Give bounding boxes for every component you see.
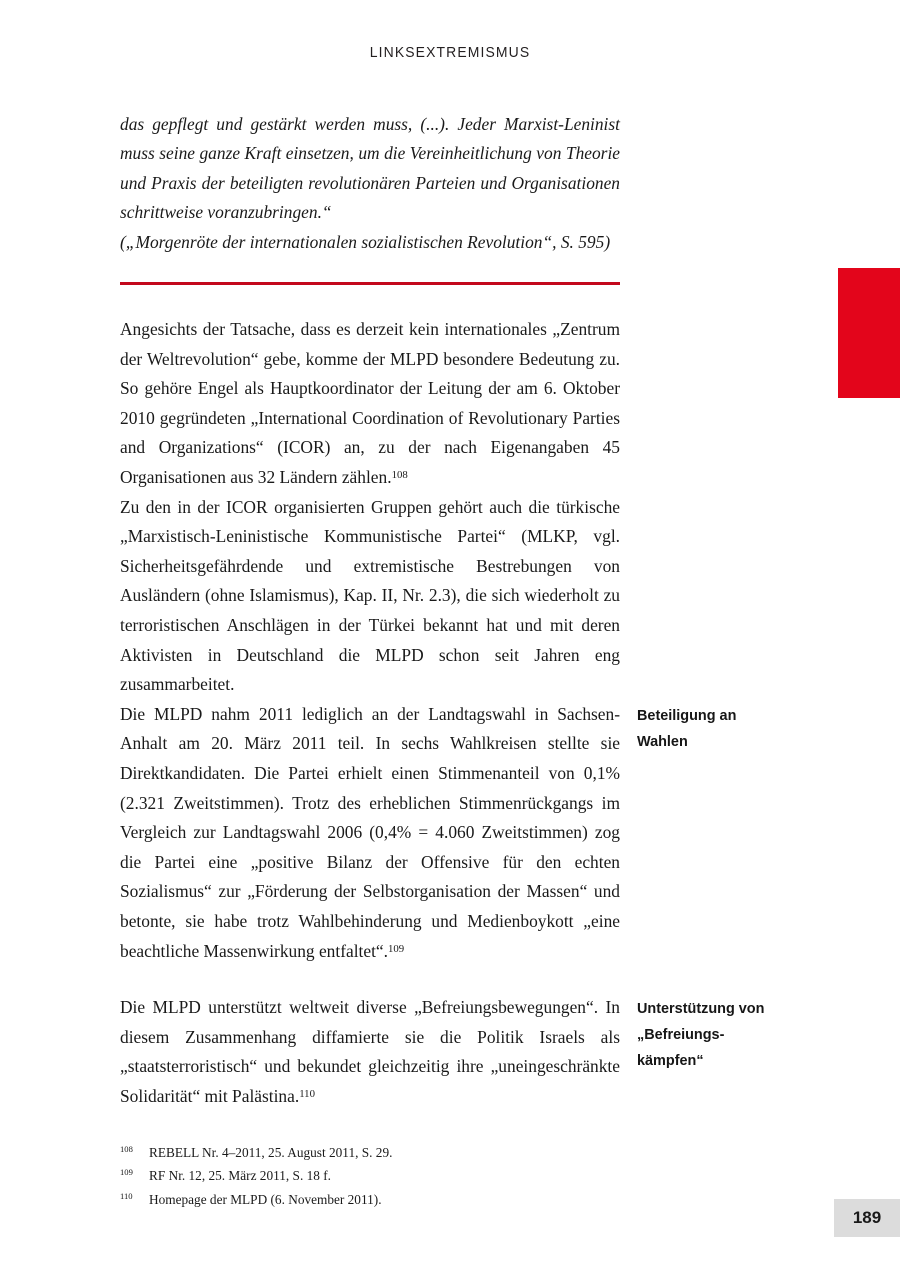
- body-paragraph: [120, 315, 620, 493]
- marginal-note-line: Unterstützung von: [637, 1000, 765, 1018]
- footnote-ref[interactable]: 108: [391, 469, 408, 482]
- paragraph-block-befreiungsbewegungen: [120, 993, 765, 1111]
- footnote-item: [120, 1165, 680, 1188]
- footnote-text: REBELL Nr. 4–2011, 25. August 2011, S. 29.: [149, 1145, 393, 1160]
- red-thumb-tab: [838, 268, 900, 398]
- footnote-number: 109: [120, 1167, 133, 1178]
- paragraph-text: Zu den in der ICOR organisierten Gruppen gehört auch die türkische „Marxistisch-Leninistische Kommunistische Partei“ (MLKP, vgl. Sicherheitsgefährdende und extremistische Bestrebungen von Ausländern (ohne Islamismus), Kap. II, Nr. 2.3), die sich wiederholt zu terroristischen Anschlägen in der Türkei bekannt hat und mit deren Aktivisten in Deutschland die MLPD schon seit Jahren eng zusammarbeitet.: [120, 496, 620, 695]
- body-paragraph: [120, 700, 620, 966]
- marginal-note-line: „Befreiungs-: [637, 1026, 725, 1044]
- footnote-item: [120, 1189, 680, 1212]
- footnote-number: 110: [120, 1190, 133, 1201]
- footnote-list: [120, 1142, 680, 1212]
- footnote-number: 108: [120, 1144, 133, 1154]
- quote-source: („Morgenröte der internationalen sozialistischen Revolution“, S. 595): [120, 231, 611, 252]
- footnote-text: Homepage der MLPD (6. November 2011).: [149, 1191, 382, 1207]
- marginal-note-line: kämpfen“: [637, 1052, 704, 1070]
- running-head: LINKSEXTREMISMUS: [369, 44, 531, 61]
- footnote-text: RF Nr. 12, 25. März 2011, S. 18 f.: [149, 1168, 331, 1184]
- marginal-note-line: Beteiligung an: [637, 706, 737, 724]
- body-paragraph: [120, 993, 620, 1111]
- paragraph-block-icor-zentrum: [120, 315, 620, 493]
- body-paragraph: [120, 493, 620, 700]
- block-quote: [120, 110, 620, 257]
- paragraph-text: Angesichts der Tatsache, dass es derzeit kein internationales „Zentrum der Weltrevolution“ gebe, komme der MLPD besondere Bedeutung zu. So gehöre Engel als Hauptkoordinator der Leitung der am 6. Oktober 2010 gegründeten „International Coordination of Revolutionary Parties and Organizations“ (ICOR) an, zu der nach Eigenangaben 45 Organisationen aus 32 Ländern zählen.: [120, 319, 620, 487]
- marginal-note-befreiungskaempfen: [637, 996, 808, 1074]
- paragraph-block-wahlen: [120, 700, 737, 966]
- paragraph-block-mlkp: [120, 493, 620, 700]
- page-number-badge: 189: [834, 1199, 900, 1237]
- red-separator-rule: [120, 282, 620, 285]
- paragraph-text: Die MLPD unterstützt weltweit diverse „Befreiungsbewegungen“. In diesem Zusammenhang diffamierte sie die Politik Israels als „staatsterroristisch“ und bekundet gleichzeitig ihre „uneingeschränkte Solidarität“ mit Palästina.: [120, 997, 620, 1106]
- footnote-item: [120, 1142, 680, 1165]
- marginal-note-line: Wahlen: [637, 732, 688, 750]
- footnote-ref[interactable]: 110: [299, 1088, 315, 1101]
- main-text-column: [120, 110, 765, 1138]
- footnote-ref[interactable]: 109: [388, 942, 405, 955]
- marginal-note-wahlen: [637, 703, 808, 755]
- paragraph-text: Die MLPD nahm 2011 lediglich an der Landtagswahl in Sachsen-Anhalt am 20. März 2011 teil. In sechs Wahlkreisen stellte sie Direktkandidaten. Die Partei erhielt einen Stimmenanteil von 0,1% (2.321 Zweitstimmen). Trotz des erheblichen Stimmenrückgangs im Vergleich zur Landtagswahl 2006 (0,4% = 4.060 Zweitstimmen) zog die Partei eine „positive Bilanz der Offensive für den echten Sozialismus“ zur „Förderung der Selbstorganisation der Massen“ und betonte, sie habe trotz Wahlbehinderung und Medienboykott „eine beachtliche Massenwirkung entfaltet“.: [120, 703, 620, 961]
- quote-text: das gepflegt und gestärkt werden muss, (...). Jeder Marxist-Leninist muss seine ganze Kraft einsetzen, um die Vereinheitlichung von Theorie und Praxis der beteiligten revolutionären Parteien und Organisationen schrittweise voranzubringen.“: [120, 114, 620, 223]
